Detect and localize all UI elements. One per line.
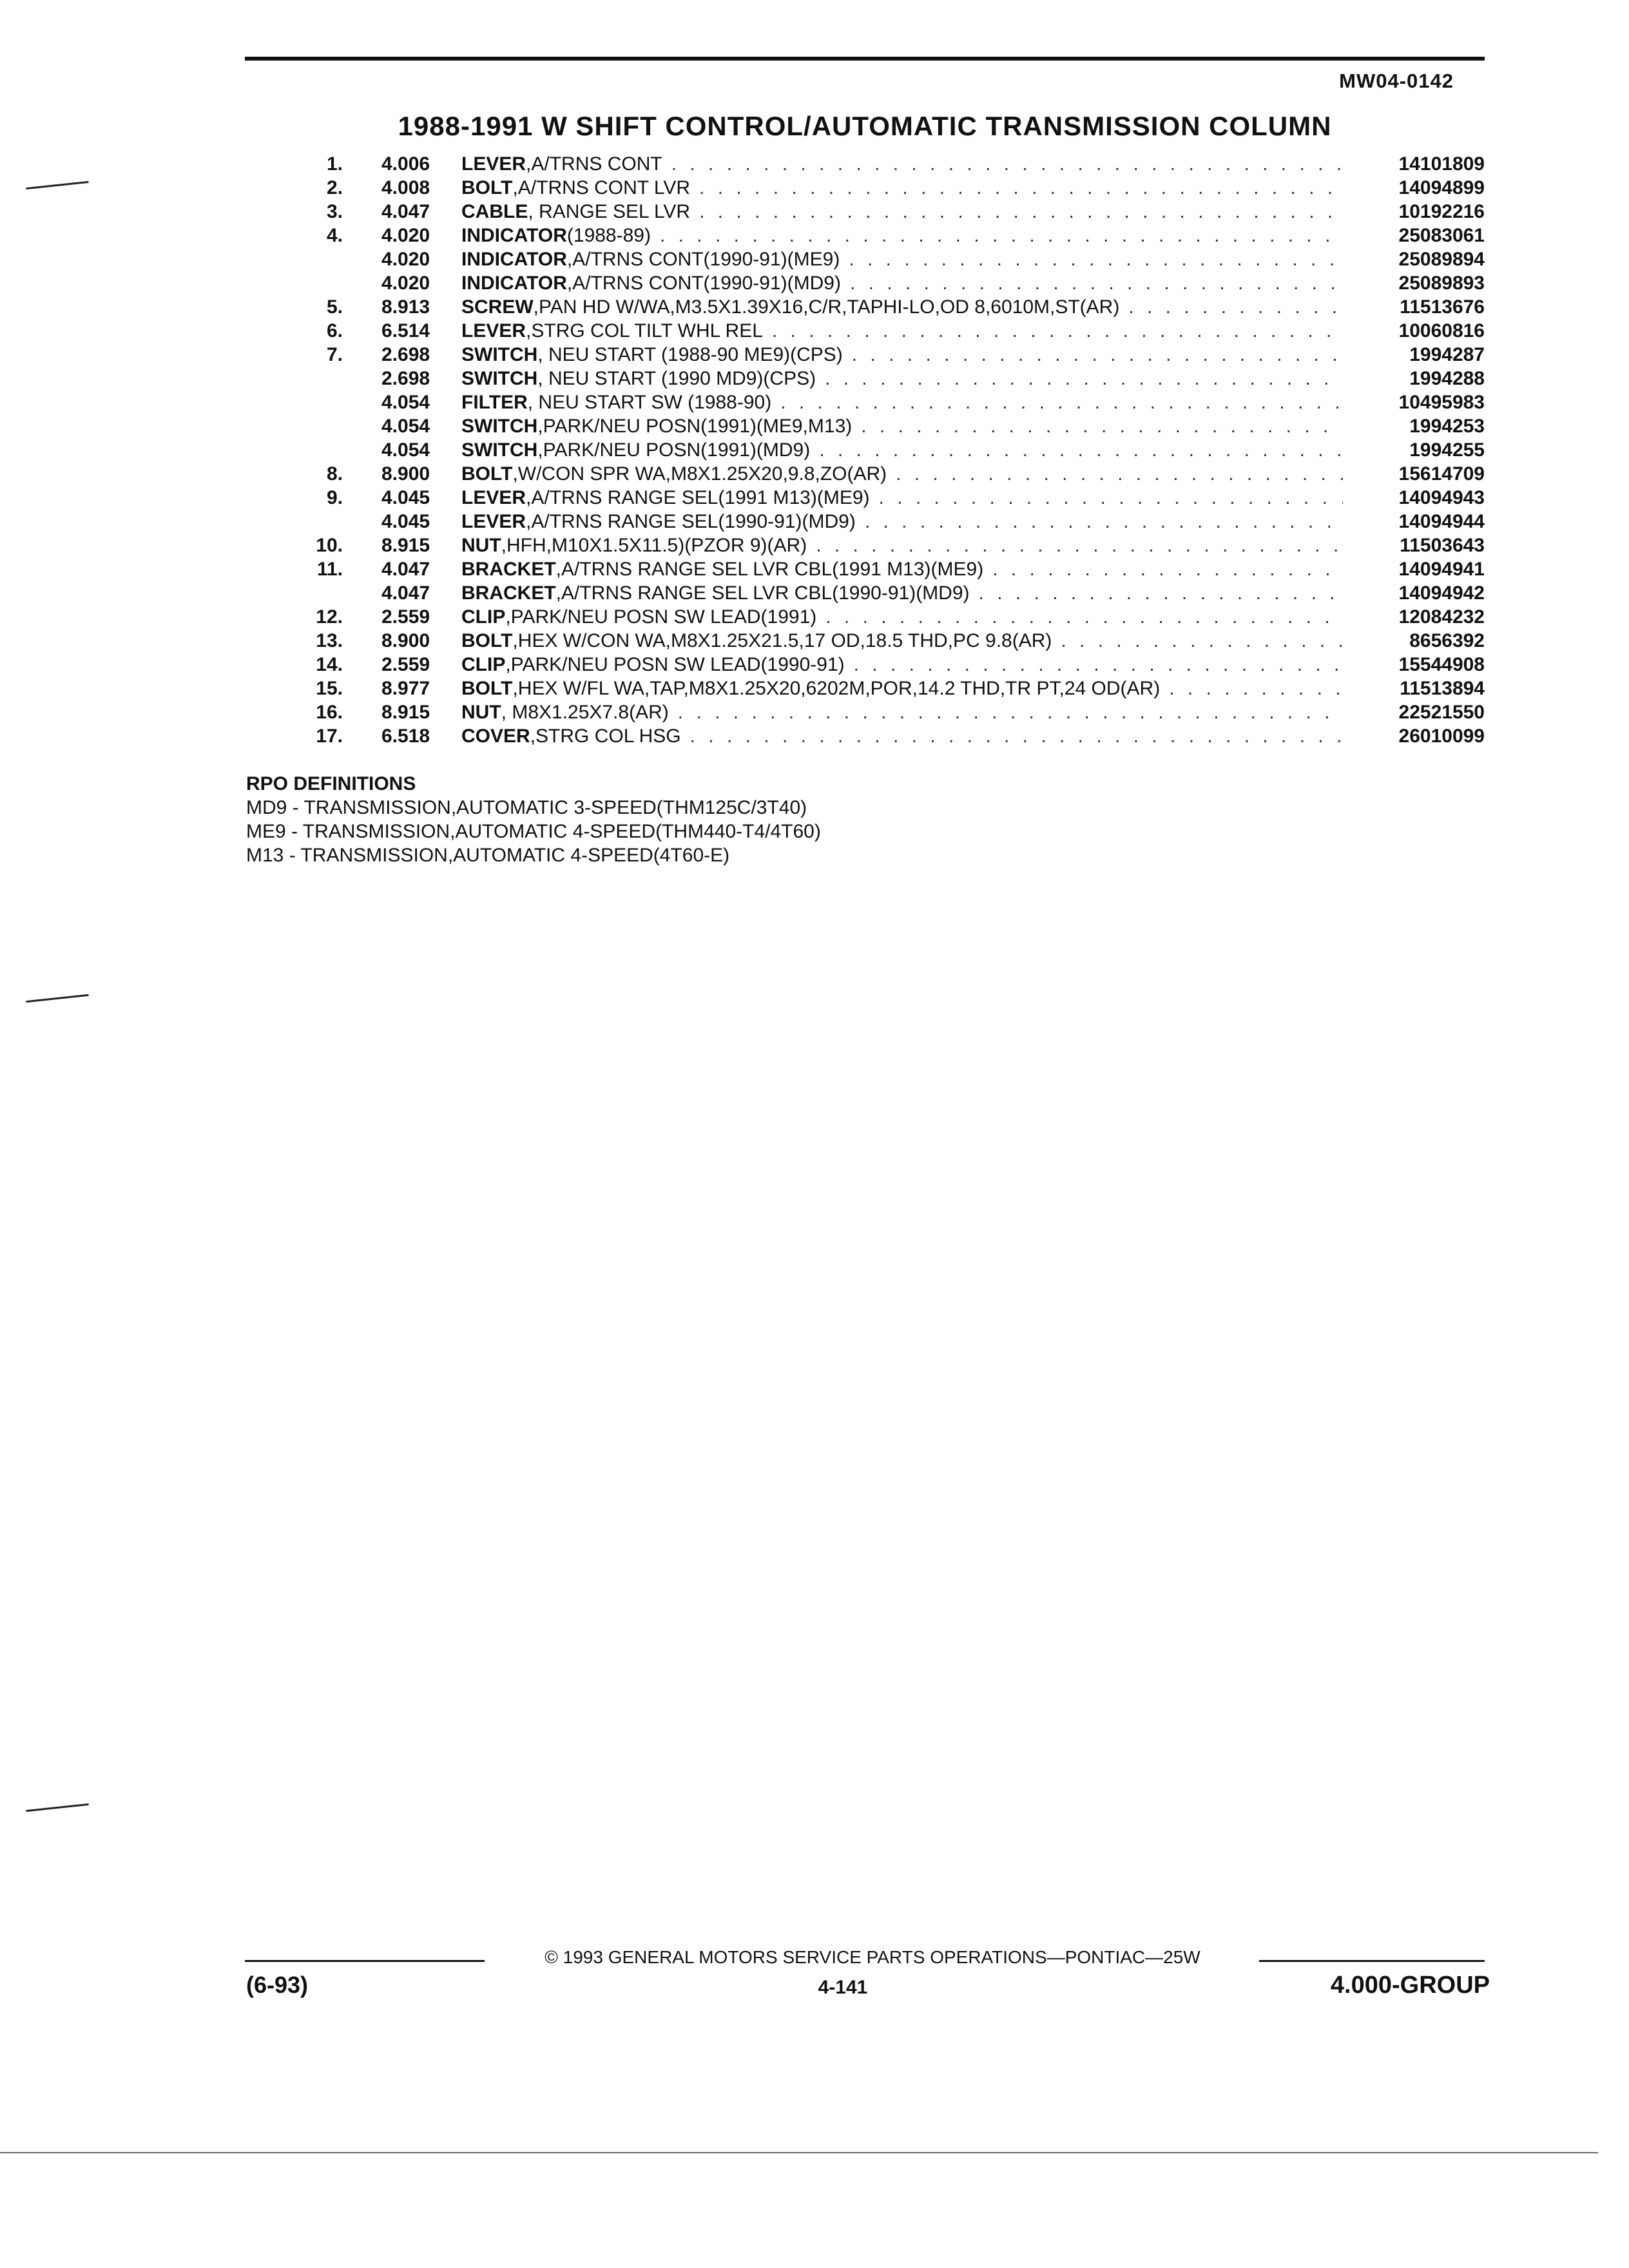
group-number: 4.045 <box>381 511 430 532</box>
dot-leader <box>771 390 1343 414</box>
part-number: 1994253 <box>1409 416 1485 437</box>
item-number: 4. <box>326 225 343 246</box>
part-name: LEVER <box>461 511 526 532</box>
part-description <box>461 367 1343 390</box>
part-detail: (1988-89) <box>566 225 651 246</box>
dot-leader <box>970 581 1343 605</box>
part-number: 10192216 <box>1398 201 1485 222</box>
group-number: 2.559 <box>381 606 430 628</box>
part-description <box>461 486 1343 510</box>
part-row <box>245 319 1485 343</box>
part-row <box>245 152 1485 176</box>
part-detail: ,HEX W/FL WA,TAP,M8X1.25X20,6202M,POR,14.2 THD,TR PT,24 OD(AR) <box>512 678 1161 699</box>
part-name: BRACKET <box>461 559 556 580</box>
part-detail: , RANGE SEL LVR <box>528 201 691 222</box>
dot-leader <box>983 557 1343 581</box>
copyright-notice: © 1993 GENERAL MOTORS SERVICE PARTS OPERATIONS—PONTIAC—25W <box>545 1947 1200 1967</box>
group-number: 8.913 <box>381 296 430 318</box>
part-name: CLIP <box>461 606 506 628</box>
part-name: BOLT <box>461 177 513 198</box>
part-number: 14094944 <box>1398 511 1485 532</box>
group-number: 4.047 <box>381 582 430 604</box>
part-description <box>461 319 1343 343</box>
binder-hole-mark <box>26 994 89 1003</box>
part-row <box>245 581 1485 605</box>
item-number: 16. <box>316 702 343 723</box>
part-description <box>461 200 1343 224</box>
rpo-definitions <box>246 772 821 867</box>
part-name: LEVER <box>461 320 526 341</box>
part-detail: ,PARK/NEU POSN(1991)(ME9,M13) <box>537 416 853 437</box>
part-row <box>245 677 1485 700</box>
part-description <box>461 343 1343 367</box>
dot-leader <box>810 438 1343 462</box>
part-number: 15544908 <box>1398 654 1485 675</box>
part-number: 10495983 <box>1398 392 1485 413</box>
part-description <box>461 724 1343 748</box>
item-number: 1. <box>326 153 343 175</box>
part-row <box>245 605 1485 629</box>
group-number: 4.006 <box>381 153 430 175</box>
group-number: 8.900 <box>381 630 430 651</box>
dot-leader <box>669 700 1343 724</box>
group-number: 4.047 <box>381 559 430 580</box>
part-description <box>461 557 1343 581</box>
part-detail: ,A/TRNS RANGE SEL LVR CBL(1990-91)(MD9) <box>555 582 970 604</box>
part-row <box>245 700 1485 724</box>
part-detail: ,A/TRNS CONT <box>526 153 662 175</box>
part-row <box>245 724 1485 748</box>
dot-leader <box>662 152 1343 176</box>
part-description <box>461 700 1343 724</box>
item-number: 15. <box>316 678 343 699</box>
part-row <box>245 295 1485 319</box>
part-description <box>461 271 1343 295</box>
part-detail: ,A/TRNS CONT LVR <box>512 177 691 198</box>
part-detail: ,A/TRNS CONT(1990-91)(ME9) <box>566 249 840 270</box>
group-number: 2.698 <box>381 368 430 389</box>
part-name: LEVER <box>461 153 526 175</box>
part-number: 14094941 <box>1398 559 1485 580</box>
part-number: 1994255 <box>1409 439 1485 461</box>
part-description <box>461 176 1343 200</box>
part-name: NUT <box>461 702 501 723</box>
part-description <box>461 533 1343 557</box>
part-description <box>461 581 1343 605</box>
part-row <box>245 200 1485 224</box>
item-number: 9. <box>326 487 343 508</box>
part-detail: , NEU START (1988-90 ME9)(CPS) <box>537 344 843 365</box>
group-number: 8.915 <box>381 535 430 556</box>
part-description <box>461 653 1343 677</box>
dot-leader <box>651 224 1343 247</box>
part-row <box>245 367 1485 390</box>
part-row <box>245 414 1485 438</box>
dot-leader <box>887 462 1343 486</box>
part-name: INDICATOR <box>461 249 567 270</box>
dot-leader <box>681 724 1343 748</box>
dot-leader <box>845 653 1343 677</box>
dot-leader <box>690 176 1343 200</box>
part-row <box>245 271 1485 295</box>
part-detail: , M8X1.25X7.8(AR) <box>501 702 669 723</box>
part-name: INDICATOR <box>461 273 567 294</box>
part-number: 25083061 <box>1398 225 1485 246</box>
part-row <box>245 557 1485 581</box>
part-detail: ,PARK/NEU POSN(1991)(MD9) <box>537 439 811 461</box>
part-name: CABLE <box>461 201 528 222</box>
part-name: COVER <box>461 726 530 747</box>
part-row <box>245 224 1485 247</box>
part-number: 1994288 <box>1409 368 1485 389</box>
part-detail: , NEU START (1990 MD9)(CPS) <box>537 368 816 389</box>
part-detail: ,STRG COL TILT WHL REL <box>526 320 763 341</box>
part-name: SWITCH <box>461 368 538 389</box>
part-number: 14094899 <box>1398 177 1485 198</box>
footer-rule-left <box>245 1960 485 1962</box>
part-number: 11503643 <box>1400 535 1485 556</box>
part-row <box>245 533 1485 557</box>
dot-leader <box>843 343 1343 367</box>
part-detail: ,A/TRNS RANGE SEL LVR CBL(1991 M13)(ME9) <box>555 559 984 580</box>
dot-leader <box>807 533 1343 557</box>
group-number: 4.020 <box>381 225 430 246</box>
part-detail: ,A/TRNS RANGE SEL(1991 M13)(ME9) <box>526 487 870 508</box>
part-row <box>245 462 1485 486</box>
part-name: BOLT <box>461 630 513 651</box>
part-name: FILTER <box>461 392 528 413</box>
group-number: 2.559 <box>381 654 430 675</box>
item-number: 6. <box>326 320 343 341</box>
part-name: SWITCH <box>461 344 538 365</box>
footer-rule-right <box>1259 1960 1485 1962</box>
part-row <box>245 247 1485 271</box>
group-number: 4.054 <box>381 392 430 413</box>
part-description <box>461 629 1343 653</box>
part-description <box>461 224 1343 247</box>
item-number: 8. <box>326 463 343 485</box>
part-row <box>245 510 1485 533</box>
group-number: 8.915 <box>381 702 430 723</box>
part-number: 8656392 <box>1409 630 1485 651</box>
dot-leader <box>852 414 1343 438</box>
part-number: 14094943 <box>1398 487 1485 508</box>
rpo-line-md9: MD9 - TRANSMISSION,AUTOMATIC 3-SPEED(THM125C/3T40) <box>246 797 807 818</box>
part-detail: ,HFH,M10X1.5X11.5)(PZOR 9)(AR) <box>501 535 807 556</box>
dot-leader <box>816 605 1343 629</box>
part-row <box>245 390 1485 414</box>
part-name: SWITCH <box>461 416 538 437</box>
group-number: 8.900 <box>381 463 430 485</box>
group-number: 4.008 <box>381 177 430 198</box>
item-number: 10. <box>316 535 343 556</box>
part-row <box>245 629 1485 653</box>
part-row <box>245 343 1485 367</box>
item-number: 3. <box>326 201 343 222</box>
part-description <box>461 462 1343 486</box>
item-number: 2. <box>326 177 343 198</box>
part-description <box>461 677 1343 700</box>
dot-leader <box>841 271 1343 295</box>
group-number: 4.020 <box>381 273 430 294</box>
part-detail: ,PARK/NEU POSN SW LEAD(1990-91) <box>505 654 845 675</box>
part-name: BRACKET <box>461 582 556 604</box>
part-number: 11513676 <box>1400 296 1485 318</box>
group-number: 4.045 <box>381 487 430 508</box>
dot-leader <box>1052 629 1343 653</box>
dot-leader <box>1160 677 1343 700</box>
part-number: 25089893 <box>1398 273 1485 294</box>
part-name: SWITCH <box>461 439 538 461</box>
group-number: 4.054 <box>381 439 430 461</box>
part-number: 26010099 <box>1398 726 1485 747</box>
part-name: INDICATOR <box>461 225 567 246</box>
group-number: 6.514 <box>381 320 430 341</box>
part-description <box>461 390 1343 414</box>
part-number: 14094942 <box>1398 582 1485 604</box>
part-detail: ,A/TRNS RANGE SEL(1990-91)(MD9) <box>526 511 856 532</box>
rpo-line-me9: ME9 - TRANSMISSION,AUTOMATIC 4-SPEED(THM440-T4/4T60) <box>246 821 821 842</box>
part-detail: ,PARK/NEU POSN SW LEAD(1991) <box>505 606 817 628</box>
rpo-line-m13: M13 - TRANSMISSION,AUTOMATIC 4-SPEED(4T60-E) <box>246 845 730 866</box>
part-number: 10060816 <box>1398 320 1485 341</box>
part-number: 14101809 <box>1398 153 1485 175</box>
group-number: 8.977 <box>381 678 430 699</box>
document-id: MW04-0142 <box>1339 70 1454 92</box>
date-code: (6-93) <box>246 1972 309 1998</box>
part-name: CLIP <box>461 654 506 675</box>
part-description <box>461 295 1343 319</box>
part-name: LEVER <box>461 487 526 508</box>
dot-leader <box>690 200 1343 224</box>
part-name: SCREW <box>461 296 534 318</box>
dot-leader <box>870 486 1343 510</box>
part-description <box>461 510 1343 533</box>
part-description <box>461 152 1343 176</box>
page-bottom-rule <box>0 2152 1598 2153</box>
dot-leader <box>763 319 1343 343</box>
part-detail: ,W/CON SPR WA,M8X1.25X20,9.8,ZO(AR) <box>512 463 887 485</box>
dot-leader <box>840 247 1343 271</box>
dot-leader <box>1119 295 1343 319</box>
part-description <box>461 605 1343 629</box>
part-number: 1994287 <box>1409 344 1485 365</box>
part-number: 12084232 <box>1398 606 1485 628</box>
binder-hole-mark <box>26 181 89 189</box>
header-rule <box>245 57 1485 61</box>
part-name: BOLT <box>461 463 513 485</box>
part-number: 25089894 <box>1398 249 1485 270</box>
part-row <box>245 653 1485 677</box>
part-description <box>461 247 1343 271</box>
group-number: 6.518 <box>381 726 430 747</box>
group-number: 4.020 <box>381 249 430 270</box>
binder-hole-mark <box>26 1803 89 1812</box>
part-description <box>461 414 1343 438</box>
part-row <box>245 438 1485 462</box>
part-name: NUT <box>461 535 501 556</box>
item-number: 5. <box>326 296 343 318</box>
parts-list <box>245 152 1485 748</box>
part-detail: ,A/TRNS CONT(1990-91)(MD9) <box>566 273 841 294</box>
page-number: 4-141 <box>818 1977 868 1998</box>
part-description <box>461 438 1343 462</box>
item-number: 14. <box>316 654 343 675</box>
part-row <box>245 176 1485 200</box>
page-title: 1988-1991 W SHIFT CONTROL/AUTOMATIC TRANSMISSION COLUMN <box>398 111 1332 141</box>
item-number: 13. <box>316 630 343 651</box>
part-row <box>245 486 1485 510</box>
part-detail: ,HEX W/CON WA,M8X1.25X21.5,17 OD,18.5 THD,PC 9.8(AR) <box>512 630 1052 651</box>
group-label: 4.000-GROUP <box>1330 1972 1490 1999</box>
part-number: 22521550 <box>1398 702 1485 723</box>
dot-leader <box>816 367 1343 390</box>
item-number: 11. <box>316 559 343 580</box>
part-number: 11513894 <box>1400 678 1485 699</box>
item-number: 17. <box>316 726 343 747</box>
part-detail: ,PAN HD W/WA,M3.5X1.39X16,C/R,TAPHI-LO,OD 8,6010M,ST(AR) <box>533 296 1120 318</box>
item-number: 12. <box>316 606 343 628</box>
group-number: 4.054 <box>381 416 430 437</box>
dot-leader <box>856 510 1343 533</box>
group-number: 2.698 <box>381 344 430 365</box>
item-number: 7. <box>326 344 343 365</box>
part-detail: ,STRG COL HSG <box>530 726 681 747</box>
part-number: 15614709 <box>1398 463 1485 485</box>
rpo-heading: RPO DEFINITIONS <box>246 773 416 794</box>
part-name: BOLT <box>461 678 513 699</box>
part-detail: , NEU START SW (1988-90) <box>527 392 772 413</box>
group-number: 4.047 <box>381 201 430 222</box>
